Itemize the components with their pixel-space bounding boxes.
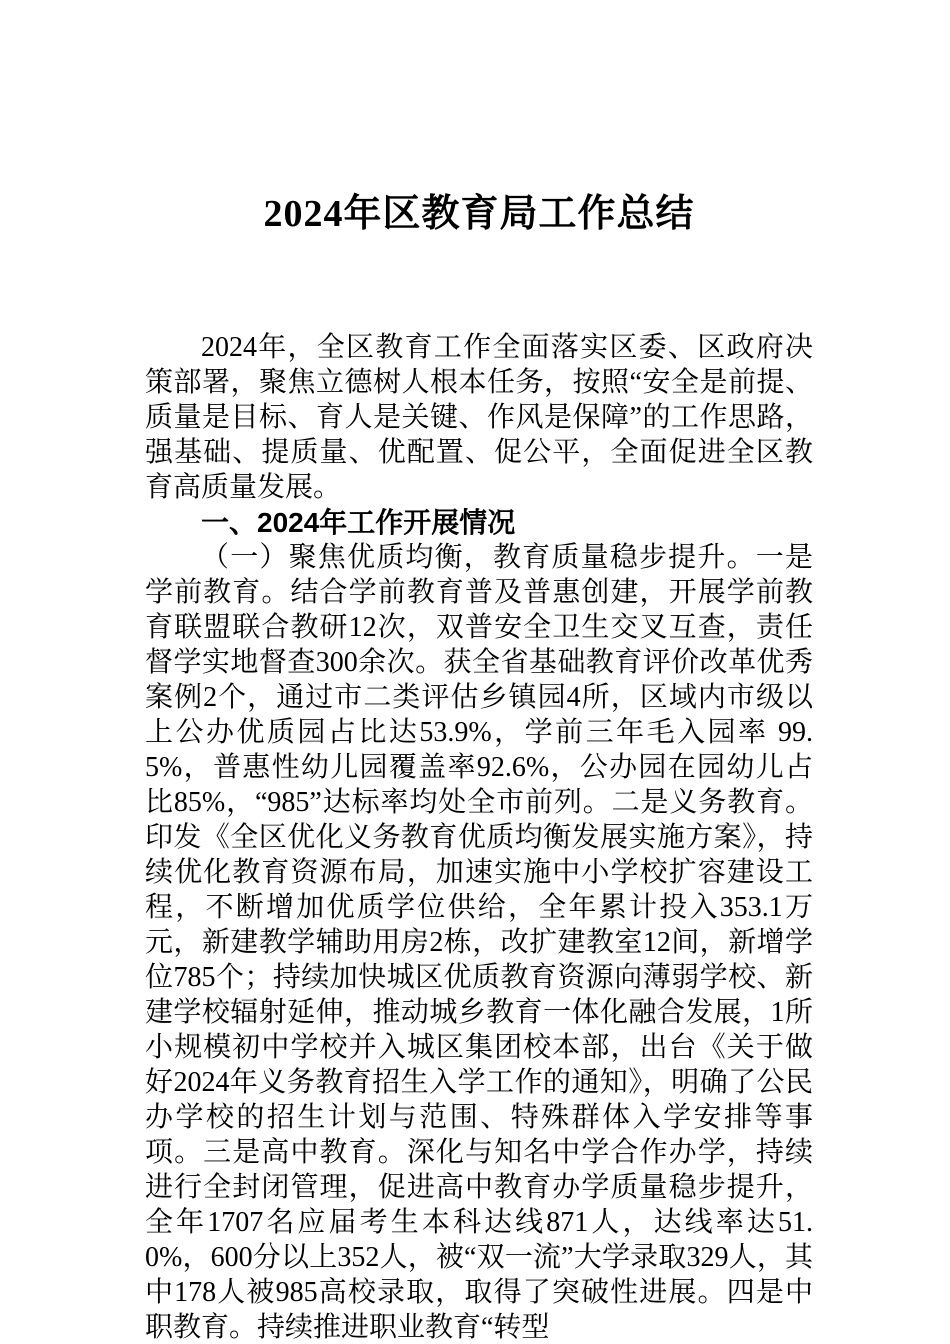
document-title: 2024年区教育局工作总结: [263, 193, 695, 235]
section-1-heading: 一、2024年工作开展情况: [201, 507, 516, 538]
section-1-paragraph: [145, 540, 813, 1344]
document-content: [145, 190, 813, 1344]
intro-paragraph: [145, 330, 813, 505]
intro-paragraph-text: 2024年，全区教育工作全面落实区委、区政府决策部署，聚焦立德树人根本任务，按照“安全是前提、质量是目标、育人是关键、作风是保障”的工作思路，强基础、提质量、优配置、促公平，全面促进全区教育高质量发展。: [145, 332, 813, 503]
subsection-1-lead: （一）聚焦优质均衡，教育质量稳步提升。: [201, 542, 756, 573]
subsection-1-text: 一是学前教育。结合学前教育普及普惠创建，开展学前教育联盟联合教研12次，双普安全卫生交叉互查，责任督学实地督查300余次。获全省基础教育评价改革优秀案例2个，通过市二类评估乡镇园4所，区域内市级以上公办优质园占比达53.9%，学前三年毛入园率 99.5%，普惠性幼儿园覆盖率92.6%，公办园在园幼儿占比85%，“985”达标率均处全市前列。二是义务教育。印发《全区优化义务教育优质均衡发展实施方案》，持续优化教育资源布局，加速实施中小学校扩容建设工程，不断增加优质学位供给，全年累计投入353.1万元，新建教学辅助用房2栋，改扩建教室12间，新增学位785个；持续加快城区优质教育资源向薄弱学校、新建学校辐射延伸，推动城乡教育一体化融合发展，1所小规模初中学校并入城区集团校本部，出台《关于做好2024年义务教育招生入学工作的通知》，明确了公民办学校的招生计划与范围、特殊群体入学安排等事项。三是高中教育。深化与知名中学合作办学，持续进行全封闭管理，促进高中教育办学质量稳步提升，全年1707名应届考生本科达线871人，达线率达51.0%，600分以上352人，被“双一流”大学录取329人，其中178人被985高校录取，取得了突破性进展。四是中职教育。持续推进职业教育“转型: [145, 542, 813, 1343]
